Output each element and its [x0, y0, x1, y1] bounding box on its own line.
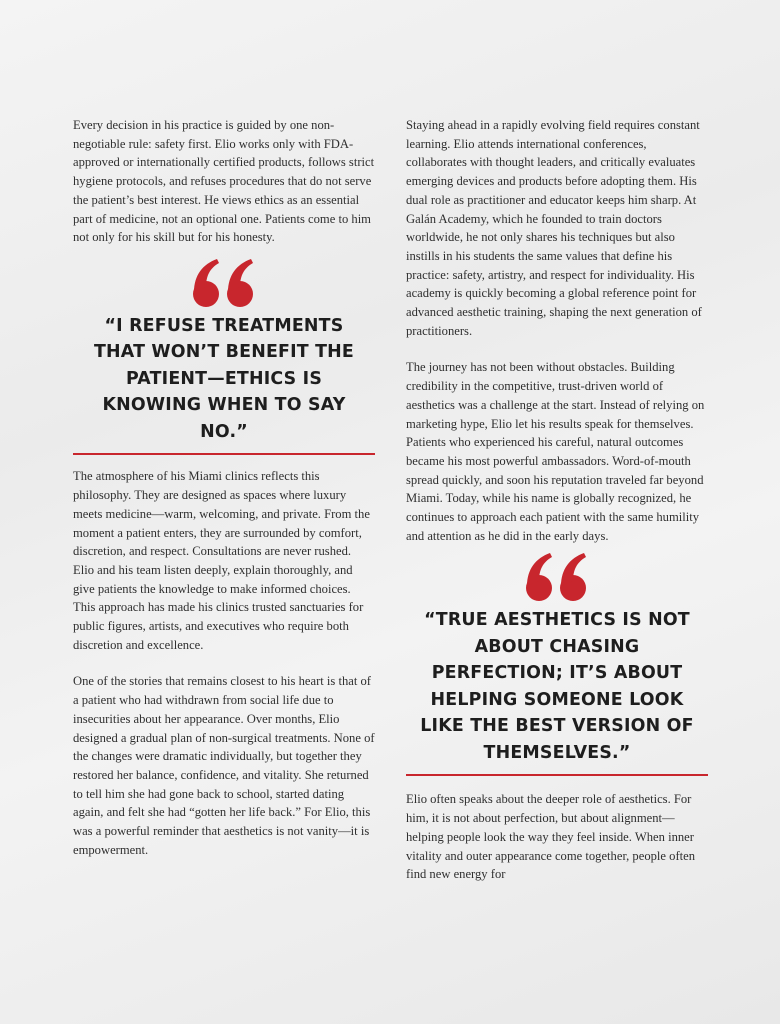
- right-paragraph-alignment: Elio often speaks about the deeper role of aesthetics. For him, it is not about perfection, but about alignment—helping people look the way they feel inside. When inner vitality and outer appearance come together, people often find new energy for: [406, 792, 696, 882]
- left-column: [73, 116, 375, 859]
- right-paragraph-learning: Staying ahead in a rapidly evolving field requires constant learning. Elio attends international conferences, collaborates with thought leaders, and critically evaluates emerging devices and products before adopting them. His dual role as practitioner and educator keeps him sharp. At Galán Academy, which he founded to train doctors worldwide, he not only shares his techniques but also instills in his students the same values that define his practice: safety, artistry, and respect for individuality. His academy is quickly becoming a global reference point for advanced aesthetic training, shaping the next generation of practitioners.: [406, 118, 702, 338]
- pull-quote-ethics: [73, 257, 375, 456]
- pull-quote-text: “TRUE AESTHETICS IS NOT ABOUT CHASING PERFECTION; IT’S ABOUT HELPING SOMEONE LOOK LIKE THE BEST VERSION OF THEMSELVES.”: [420, 610, 694, 763]
- quote-mark-icon: [522, 551, 592, 603]
- quote-mark-icon: [189, 257, 259, 309]
- right-paragraph-journey: The journey has not been without obstacles. Building credibility in the competitive, trust-driven world of aesthetics was a challenge at the start. Instead of relying on marketing hype, Elio let his results speak for themselves. Patients who experienced his careful, natural outcomes became his most powerful ambassadors. Word-of-mouth spread quickly, and soon his reputation traveled far beyond Miami. Today, while his name is globally recognized, he continues to approach each patient with the same humility and attention as he did in the early days.: [406, 360, 705, 543]
- left-paragraph-patient-story: One of the stories that remains closest to his heart is that of a patient who had withdrawn from social life due to insecurities about her appearance. Over months, Elio designed a gradual plan of non-surgical treatments. None of the changes were dramatic individually, but together they restored her balance, confidence, and vitality. She returned to tell him she had gone back to school, started dating again, and felt she had “gotten her life back.” For Elio, this was a powerful reminder that aesthetics is not vanity—it is empowerment.: [73, 674, 375, 857]
- left-paragraph-clinics: The atmosphere of his Miami clinics reflects this philosophy. They are designed as spaces where luxury meets medicine—warm, welcoming, and private. From the moment a patient enters, they are surrounded by comfort, discretion, and respect. Consultations are never rushed. Elio and his team listen deeply, explain thoroughly, and give patients the knowledge to make informed choices. This approach has made his clinics trusted sanctuaries for public figures, artists, and executives who require both discretion and excellence.: [73, 469, 370, 652]
- left-paragraph-safety: Every decision in his practice is guided by one non-negotiable rule: safety first. Elio works only with FDA-approved or internationally certified products, follows strict hygiene protocols, and refuses procedures that do not serve the patient’s best interest. He views ethics as an essential part of medicine, not an optional one. Patients come to him not only for his skill but for his honesty.: [73, 118, 375, 245]
- pull-quote-text: “I REFUSE TREATMENTS THAT WON’T BENEFIT THE PATIENT—ETHICS IS KNOWING WHEN TO SAY NO.”: [93, 315, 355, 442]
- pull-quote-aesthetics: [406, 551, 708, 776]
- right-column: [406, 116, 708, 884]
